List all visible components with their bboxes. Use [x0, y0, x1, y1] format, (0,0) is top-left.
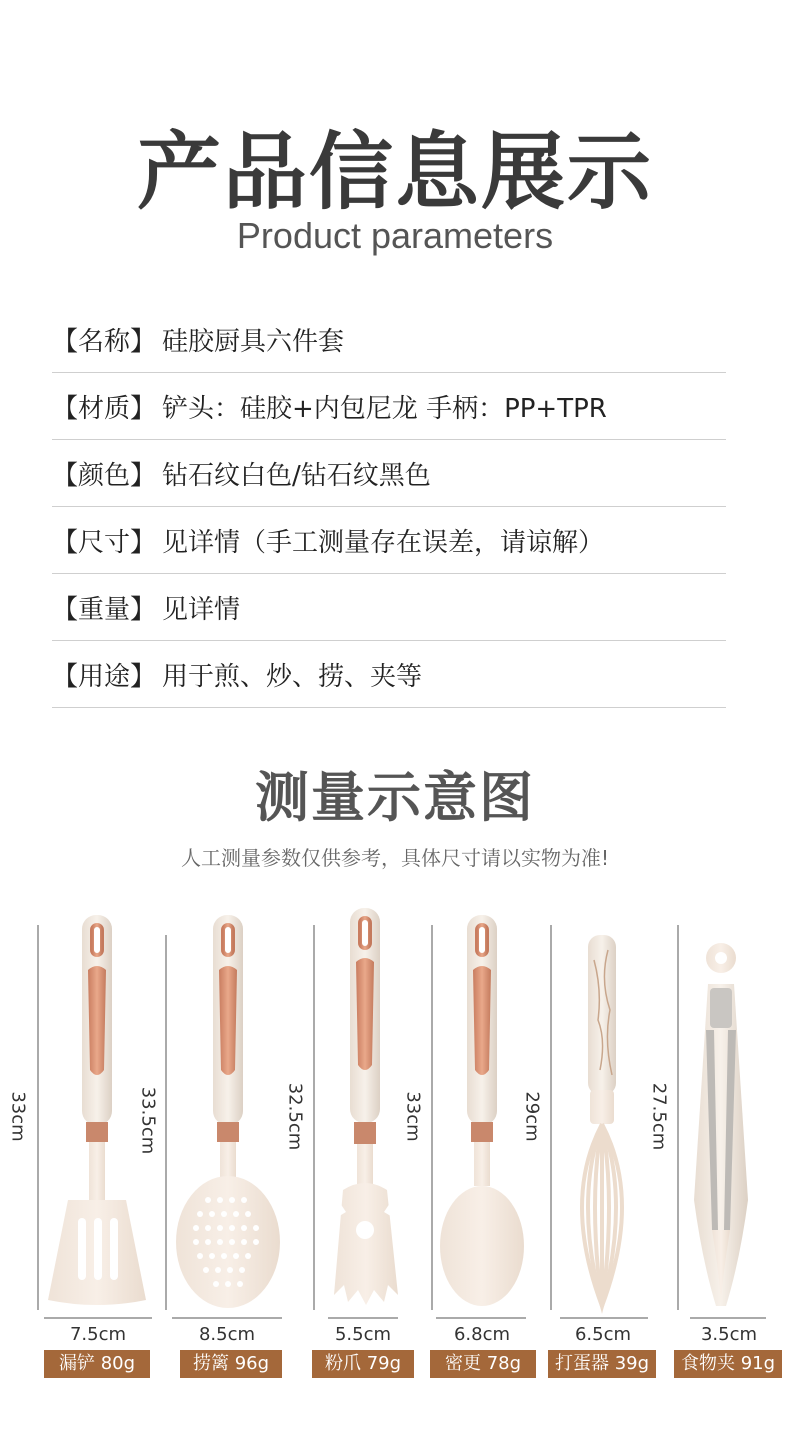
spec-label: 【材质】: [52, 393, 157, 424]
measure-title: 测量示意图: [255, 766, 535, 829]
slotted-turner-icon: [48, 915, 146, 1305]
spec-value: 硅胶厨具六件套: [162, 326, 345, 357]
spec-list: [52, 306, 726, 708]
spec-label: 【重量】: [52, 594, 157, 625]
spec-label: 【尺寸】: [52, 527, 157, 558]
tool-name-badge: 漏铲 80g: [44, 1350, 150, 1378]
tool-name-badge: 粉爪 79g: [312, 1350, 414, 1378]
tool-name-badge: 密更 78g: [430, 1350, 536, 1378]
spec-value: 见详情（手工测量存在误差，请谅解）: [162, 527, 605, 558]
solid-spoon-icon: [440, 915, 524, 1306]
height-label: 29cm: [521, 1091, 543, 1142]
spec-value: 钻石纹白色/钻石纹黑色: [162, 460, 431, 491]
height-label: 32.5cm: [284, 1082, 306, 1151]
width-label: 7.5cm: [69, 1324, 127, 1345]
width-label: 5.5cm: [334, 1324, 392, 1345]
width-label: 6.5cm: [574, 1324, 632, 1345]
spec-row-usage: [52, 641, 726, 708]
spec-row-name: [52, 306, 726, 373]
whisk-icon: [582, 935, 622, 1306]
page-title-en: Product parameters: [236, 215, 554, 256]
spec-row-color: [52, 440, 726, 507]
height-label: 33cm: [402, 1091, 424, 1142]
tool-name-badge: 捞篱 96g: [180, 1350, 282, 1378]
tool-name-badge: 食物夹 91g: [674, 1350, 782, 1378]
spec-label: 【颜色】: [52, 460, 157, 491]
tool-name-badge: 打蛋器 39g: [548, 1350, 656, 1378]
spec-label: 【名称】: [52, 326, 157, 357]
spaghetti-server-icon: [334, 908, 398, 1305]
width-label: 6.8cm: [453, 1324, 511, 1345]
tool-gallery: [0, 900, 790, 1400]
tongs-icon: [694, 943, 748, 1306]
height-label: 33.5cm: [137, 1086, 159, 1155]
skimmer-icon: [176, 915, 280, 1308]
spec-value: 用于煎、炒、捞、夹等: [162, 661, 423, 692]
spec-row-size: [52, 507, 726, 574]
spec-row-material: [52, 373, 726, 440]
page-title-cn: 产品信息展示: [136, 123, 653, 221]
width-label: 8.5cm: [198, 1324, 256, 1345]
height-label: 27.5cm: [648, 1082, 670, 1151]
spec-row-weight: [52, 574, 726, 641]
width-label: 3.5cm: [700, 1324, 758, 1345]
spec-label: 【用途】: [52, 661, 157, 692]
spec-value: 见详情: [162, 594, 241, 625]
spec-value: 铲头：硅胶+内包尼龙 手柄：PP+TPR: [162, 393, 607, 424]
measure-subtitle: 人工测量参数仅供参考，具体尺寸请以实物为准!: [180, 846, 610, 870]
height-label: 33cm: [7, 1091, 29, 1142]
